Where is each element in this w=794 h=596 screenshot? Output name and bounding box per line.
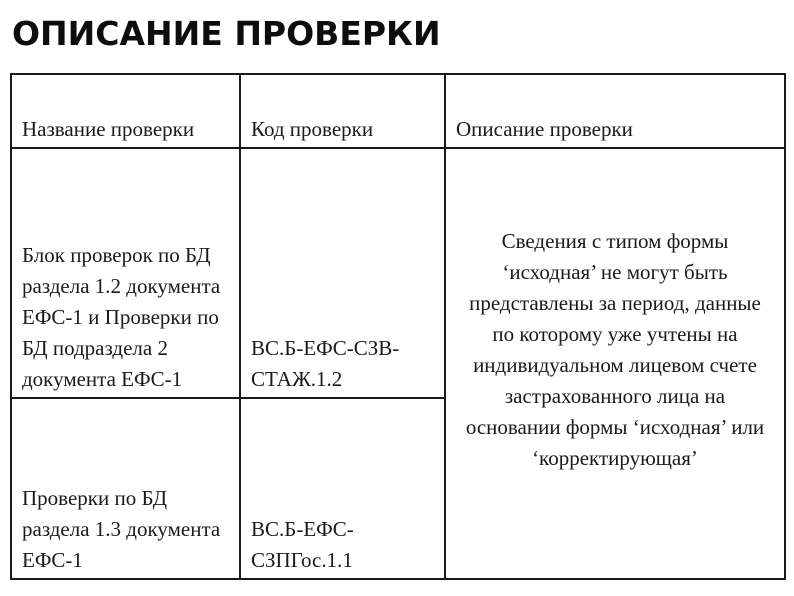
table-header-row	[11, 74, 785, 148]
check-name-cell: Блок проверок по БД раздела 1.2 документа ЕФС-1 и Проверки по БД подраздела 2 документа ЕФС-1	[11, 148, 240, 398]
checks-table	[10, 73, 786, 580]
header-check-code: Код проверки	[240, 74, 445, 148]
header-check-name: Название проверки	[11, 74, 240, 148]
table-row	[11, 148, 785, 398]
page-title: ОПИСАНИЕ ПРОВЕРКИ	[12, 14, 441, 53]
check-description-cell: Сведения с типом формы ‘исходная’ не могут быть представлены за период, данные по которому уже учтены на индивидуальном лицевом счете застрахованного лица на основании формы ‘исходная’ или ‘корректирующая’	[445, 148, 785, 579]
header-check-description: Описание проверки	[445, 74, 785, 148]
check-code-cell: ВС.Б-ЕФС-СЗПГос.1.1	[240, 398, 445, 579]
check-name-cell: Проверки по БД раздела 1.3 документа ЕФС-1	[11, 398, 240, 579]
check-code-cell: ВС.Б-ЕФС-СЗВ-СТАЖ.1.2	[240, 148, 445, 398]
